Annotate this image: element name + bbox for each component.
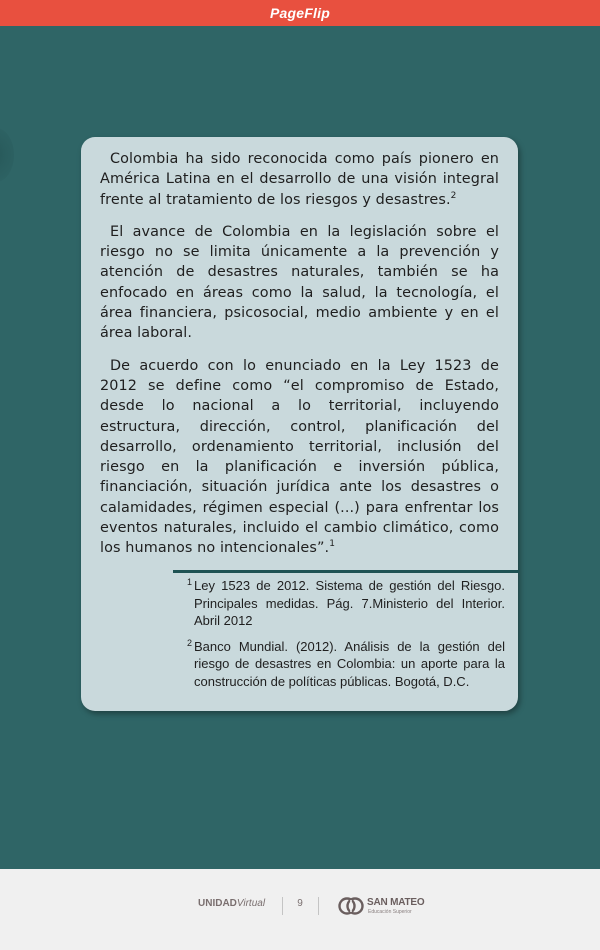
app-title: PageFlip xyxy=(270,5,330,21)
content-card xyxy=(81,137,518,711)
footnote-divider xyxy=(173,570,519,573)
paragraph-2: El avance de Colombia en la legislación sobre el riesgo no se limita únicamente a la prevención y atención de desastres naturales, también se ha enfocado en áreas como la salud, la tecnología, el área financiera, psicosocial, medio ambiente y en el área laboral. xyxy=(100,223,499,342)
page-number: 9 xyxy=(297,898,303,909)
page-curl-previous[interactable] xyxy=(0,128,14,182)
footnotes xyxy=(187,577,505,699)
body-text xyxy=(100,149,499,559)
paragraph-3: De acuerdo con lo enunciado en la Ley 1523 de 2012 se define como “el compromiso de Estado, desde lo nacional a lo territorial, incluyendo estructura, dirección, control, planificación del desarrollo, ordenamiento territorial, inclusión del riesgo en la planificación e inversión pública, financiación, situación jurídica ante los desastres o calamidades, régimen especial (...) para enfrentar los eventos naturales, incluido el cambio climático, como los humanos no intencionales”.$^1$ xyxy=(100,357,499,557)
footnote-item xyxy=(187,577,505,630)
footnote-text: Ley 1523 de 2012. Sistema de gestión del Riesgo. Principales medidas. Pág. 7.Ministerio del Interior. Abril 2012 xyxy=(194,578,505,629)
footer-divider xyxy=(318,897,319,915)
footnote-number: 2 xyxy=(187,637,193,648)
footer-divider xyxy=(282,897,283,915)
brand-subtitle: Educación Superior xyxy=(368,909,412,915)
unidad-virtual-logo: UNIDADVirtual xyxy=(198,898,266,909)
footnote-text: Banco Mundial. (2012). Análisis de la gestión del riesgo de desastres en Colombia: un aporte para la construcción de políticas públicas. Bogotá, D.C. xyxy=(194,638,505,689)
bottom-bar xyxy=(0,869,600,950)
footnote-ref: 2 xyxy=(450,190,457,201)
footnote-item xyxy=(187,638,505,691)
brand-name: SAN MATEO xyxy=(367,897,425,908)
paragraph-1: Colombia ha sido reconocida como país pionero en América Latina en el desarrollo de una visión integral frente al tratamiento de los riesgos y desastres.$^2$ xyxy=(100,151,499,208)
footnote-ref: 1 xyxy=(329,539,336,550)
footnote-number: 1 xyxy=(187,577,193,587)
top-bar xyxy=(0,0,600,26)
san-mateo-logo-icon xyxy=(338,893,364,919)
